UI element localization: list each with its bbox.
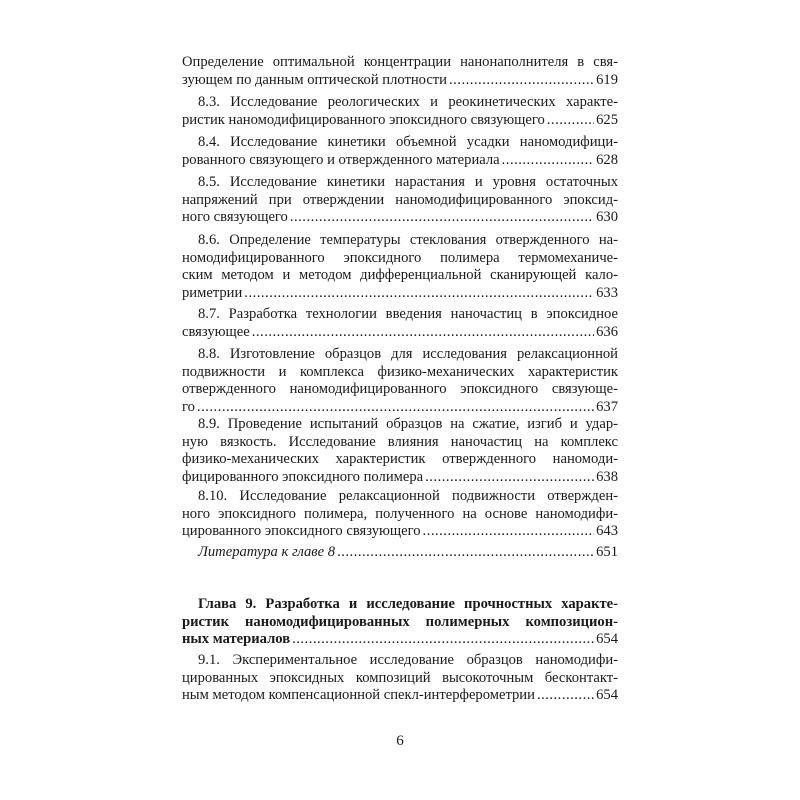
toc-last-line	[182, 285, 618, 303]
toc-line: номодифицированного эпоксидного полимера термомеханиче-	[182, 249, 618, 266]
toc-line: 8.6. Определение температуры стеклования отвержденного на-	[198, 232, 618, 248]
toc-entry	[182, 416, 618, 486]
toc-entry	[182, 346, 618, 416]
toc-line: ристик наномодифицированного эпоксидного связующего	[182, 111, 545, 128]
toc-page-number: 619	[596, 71, 618, 88]
toc-page-number: 625	[596, 111, 618, 128]
toc-page-number: 654	[596, 687, 618, 704]
toc-page-number: 654	[596, 631, 618, 648]
toc-last-line	[182, 399, 618, 417]
leader-dots	[290, 209, 594, 227]
toc-line: зующем по данным оптической плотности	[182, 71, 447, 88]
toc-entry	[182, 652, 618, 705]
toc-entry	[182, 232, 618, 302]
leader-dots	[252, 324, 594, 342]
toc-last-line	[182, 112, 618, 130]
toc-line: ного связующего	[182, 209, 288, 226]
toc-entry-chapter	[182, 596, 618, 649]
toc-last-line	[182, 72, 618, 90]
toc-line: подвижности и комплекса физико-механических характеристик	[182, 363, 618, 380]
toc-entry	[182, 544, 618, 562]
leader-dots	[502, 152, 594, 170]
leader-dots	[197, 399, 594, 417]
toc-line: 8.9. Проведение испытаний образцов на сжатие, изгиб и удар-	[198, 416, 618, 432]
toc-page-number: 633	[596, 284, 618, 301]
toc-line: риметрии	[182, 284, 243, 301]
toc-entry	[182, 134, 618, 169]
toc-line: 8.5. Исследование кинетики нарастания и уровня остаточных	[198, 174, 618, 190]
toc-last-line	[182, 324, 618, 342]
toc-line: отвержденного наномодифицированного эпоксидного связующе-	[182, 381, 618, 398]
toc-line: ных материалов	[182, 631, 291, 648]
page-number: 6	[396, 733, 404, 749]
toc-last-line	[182, 152, 618, 170]
toc-line: рованного связующего и отвержденного материала	[182, 151, 500, 168]
toc-line: ным методом компенсационной спекл-интерферометрии	[182, 687, 535, 704]
toc-line: ную вязкость. Исследование влияния наночастиц на комплекс	[182, 433, 618, 450]
leader-dots	[337, 544, 594, 562]
toc-line: 8.8. Изготовление образцов для исследования релаксационной	[198, 346, 618, 362]
toc-entry	[182, 54, 618, 89]
toc-line: Литература к главе 8	[198, 544, 336, 560]
toc-page-number: 638	[596, 468, 618, 485]
toc-line: 8.4. Исследование кинетики объемной усадки наномодифици-	[198, 134, 618, 150]
toc-line: Глава 9. Разработка и исследование прочностных характе-	[198, 596, 618, 612]
toc-line: Определение оптимальной концентрации нанонаполнителя в свя-	[182, 54, 618, 70]
toc-line: го	[182, 398, 195, 415]
toc-page-number: 628	[596, 151, 618, 168]
leader-dots	[423, 523, 595, 541]
leader-dots	[244, 285, 594, 303]
toc-line: ристик наномодифицированных полимерных композицион-	[182, 613, 618, 630]
toc-page-number: 630	[596, 209, 618, 226]
toc-last-line	[182, 469, 618, 487]
toc-line: цированного эпоксидного связующего	[182, 523, 421, 540]
toc-entry	[182, 94, 618, 129]
toc-line: 8.7. Разработка технологии введения наночастиц в эпоксидное	[198, 306, 618, 322]
toc-last-line	[182, 687, 618, 705]
leader-dots	[425, 469, 594, 487]
toc-line: напряжений при отверждении наномодифицированного эпоксид-	[182, 191, 618, 208]
leader-dots	[449, 72, 594, 90]
toc-last-line	[182, 544, 618, 562]
toc-line: ного эпоксидного полимера, полученного на основе наномодифи-	[182, 505, 618, 522]
leader-dots	[292, 631, 594, 649]
toc-line: фицированного эпоксидного полимера	[182, 468, 424, 485]
toc-line: 8.10. Исследование релаксационной подвижности отвержден-	[198, 488, 618, 504]
toc-last-line	[182, 523, 618, 541]
toc-entry	[182, 488, 618, 541]
leader-dots	[537, 687, 594, 705]
toc-page-number: 636	[596, 323, 618, 340]
toc-page-number: 651	[596, 544, 618, 560]
toc-last-line	[182, 209, 618, 227]
toc-entry	[182, 306, 618, 341]
toc-line: 9.1. Экспериментальное исследование образцов наномодифи-	[198, 652, 618, 668]
leader-dots	[547, 112, 594, 130]
toc-entry	[182, 174, 618, 227]
toc-page-number: 643	[596, 523, 618, 540]
toc-line: физико-механических характеристик отвержденного наномоди-	[182, 451, 618, 468]
toc-line: ским методом и методом дифференциальной сканирующей кало-	[182, 267, 618, 284]
toc-line: 8.3. Исследование реологических и реокинетических характе-	[198, 94, 618, 110]
toc-page-number: 637	[596, 398, 618, 415]
toc-line: связующее	[182, 323, 250, 340]
toc-line: цированных эпоксидных композиций высокоточным бесконтакт-	[182, 669, 618, 686]
toc-last-line	[182, 631, 618, 649]
